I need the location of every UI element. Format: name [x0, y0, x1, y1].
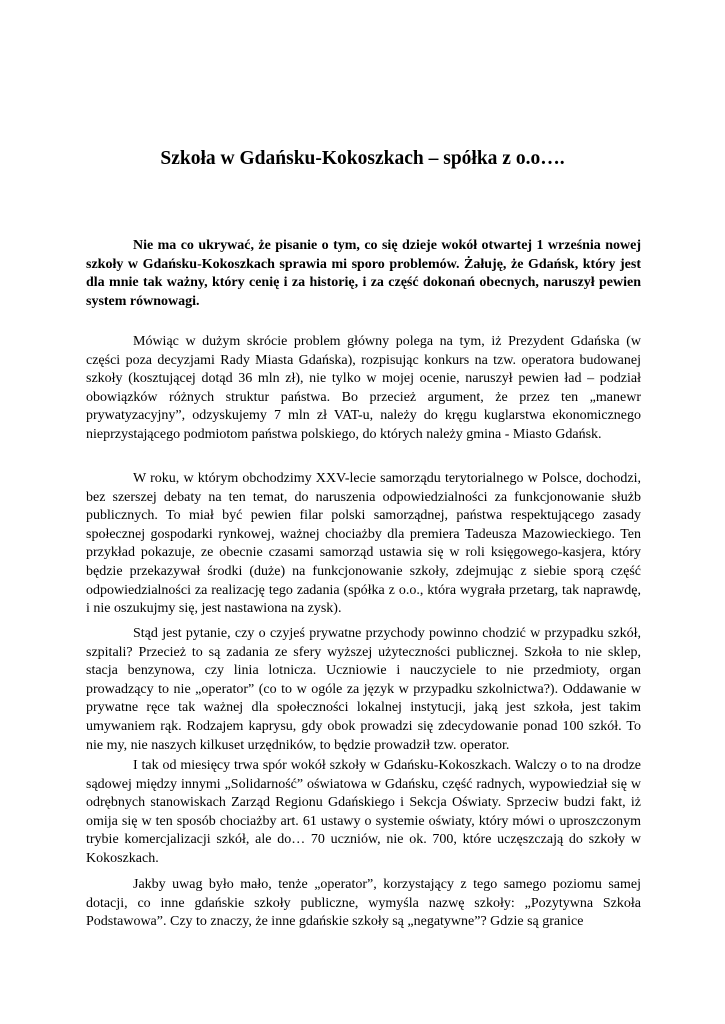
body-paragraph: Jakby uwag było mało, tenże „operator”, korzystający z tego samego poziomu samej dotacji, co inne gdańskie szkoły publiczne, wymyśla nazwę szkoły: „Pozytywna Szkoła Podstawowa”. Czy to znaczy, że inne gdańskie szkoły są „negatywne”? Gdzie są granice — [86, 877, 641, 930]
body-paragraph: Mówiąc w dużym skrócie problem główny polega na tym, iż Prezydent Gdańska (w części poza decyzjami Rady Miasta Gdańska), rozpisując konkurs na tzw. operatora budowanej szkoły (kosztującej dotąd 36 mln zł), nie tylko w mojej ocenie, naruszył pewien ład – podział obowiązków różnych struktur państwa. Bo przecież argument, że przez ten „manewr prywatyzacyjny”, odzyskujemy 7 mln zł VAT-u, należy do kręgu kuglarstwa ekonomicznego nieprzystającego podmiotom państwa polskiego, do których należy gmina - Miasto Gdańsk. — [86, 334, 641, 442]
body-paragraph: I tak od miesięcy trwa spór wokół szkoły w Gdańsku-Kokoszkach. Walczy o to na drodze sądowej między innymi „Solidarność” oświatowa w Gdańsku, część radnych, wypowiedział się w odrębnych stanowiskach Zarząd Regionu Gdańskiego i Sekcja Oświaty. Sprzeciw budzi fakt, iż omija się w ten sposób chociażby art. 61 ustawy o systemie oświaty, który mówi o uproszczonym trybie komercjalizacji szkół, ale do… 70 uczniów, nie ok. 700, które uczęszczają do szkoły w Kokoszkach. — [86, 758, 641, 866]
body-paragraph: Stąd jest pytanie, czy o czyjeś prywatne przychody powinno chodzić w przypadku szkół, szpitali? Przecież to są zadania ze sfery wyższej użyteczności publicznej. Szkoła to nie sklep, stacja benzynowa, czy linia lotnicza. Uczniowie i nauczyciele to nie przedmioty, organ prowadzący to nie „operator” (co to w ogóle za język w przypadku szkolnictwa?). Oddawanie w prywatne ręce tak ważnej dla społeczności lokalnej instytucji, jaką jest szkoła, jest takim umywaniem rąk. Rodzajem kaprysu, gdy obok prowadzi się zdecydowanie ponad 100 szkół. To nie my, nie naszych kilkuset urzędników, to będzie prowadził tzw. operator. — [86, 626, 641, 753]
body-paragraph: W roku, w którym obchodzimy XXV-lecie samorządu terytorialnego w Polsce, dochodzi, bez szerszej debaty na ten temat, do naruszenia odpowiedzialności za funkcjonowanie służb publicznych. To miał być pewien filar polski samorządnej, państwa respektującego zasady społecznej gospodarki rynkowej, ważnej chociażby dla premiera Tadeusza Mazowieckiego. Ten przykład pokazuje, ze obecnie czasami samorząd ustawia się w roli księgowego-kasjera, który będzie przekazywał środki (duże) na funkcjonowanie szkoły, zdejmując z siebie sporą część odpowiedzialności za realizację tego zadania (spółka z o.o., która wygrała przetarg, tak naprawdę, i nie oszukujmy się, jest nastawiona na zysk). — [86, 471, 641, 617]
lead-paragraph: Nie ma co ukrywać, że pisanie o tym, co się dzieje wokół otwartej 1 września nowej szkoły w Gdańsku-Kokoszkach sprawia mi sporo problemów. Żałuję, że Gdańsk, który jest dla mnie tak ważny, który cenię i za historię, i za część dokonań obecnych, naruszył pewien system równowagi. — [86, 238, 641, 309]
page-title: Szkoła w Gdańsku-Kokoszkach – spółka z o.o…. — [160, 148, 565, 169]
